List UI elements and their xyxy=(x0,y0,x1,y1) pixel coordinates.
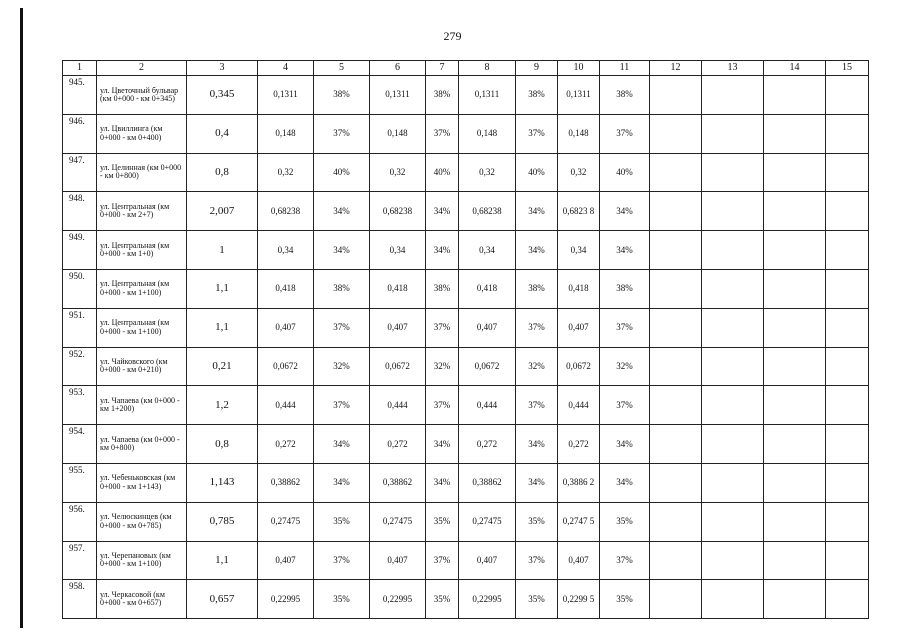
empty-cell xyxy=(650,463,702,502)
cell-c11: 35% xyxy=(600,580,650,619)
empty-cell xyxy=(702,114,764,153)
cell-c4: 0,38862 xyxy=(258,463,314,502)
column-header: 3 xyxy=(187,61,258,76)
row-number: 952. xyxy=(63,347,97,386)
empty-cell xyxy=(650,76,702,115)
cell-c10: 0,418 xyxy=(558,269,600,308)
cell-c8: 0,1311 xyxy=(459,76,516,115)
table-row xyxy=(63,76,869,115)
column-header: 12 xyxy=(650,61,702,76)
empty-cell xyxy=(702,231,764,270)
cell-c9: 38% xyxy=(516,269,558,308)
cell-c6: 0,148 xyxy=(370,114,426,153)
empty-cell xyxy=(650,541,702,580)
cell-c11: 34% xyxy=(600,231,650,270)
table-row xyxy=(63,153,869,192)
cell-c11: 34% xyxy=(600,463,650,502)
empty-cell xyxy=(764,347,826,386)
column-header: 7 xyxy=(426,61,459,76)
cell-c7: 35% xyxy=(426,502,459,541)
cell-c10: 0,444 xyxy=(558,386,600,425)
header-row xyxy=(63,61,869,76)
empty-cell xyxy=(702,425,764,464)
street-name: ул. Цвиллинга (км 0+000 - км 0+400) xyxy=(97,114,187,153)
empty-cell xyxy=(702,192,764,231)
cell-c9: 37% xyxy=(516,114,558,153)
cell-c7: 34% xyxy=(426,231,459,270)
cell-c9: 35% xyxy=(516,580,558,619)
cell-c3: 0,8 xyxy=(187,425,258,464)
cell-c6: 0,32 xyxy=(370,153,426,192)
cell-c10: 0,407 xyxy=(558,308,600,347)
cell-c6: 0,34 xyxy=(370,231,426,270)
cell-c3: 0,4 xyxy=(187,114,258,153)
empty-cell xyxy=(826,347,869,386)
empty-cell xyxy=(650,425,702,464)
cell-c5: 37% xyxy=(314,114,370,153)
cell-c7: 37% xyxy=(426,308,459,347)
cell-c10: 0,34 xyxy=(558,231,600,270)
empty-cell xyxy=(702,502,764,541)
cell-c7: 38% xyxy=(426,269,459,308)
empty-cell xyxy=(826,463,869,502)
margin-line xyxy=(20,8,23,628)
cell-c4: 0,272 xyxy=(258,425,314,464)
empty-cell xyxy=(826,153,869,192)
cell-c8: 0,407 xyxy=(459,541,516,580)
cell-c6: 0,27475 xyxy=(370,502,426,541)
table-row xyxy=(63,347,869,386)
page-number: 279 xyxy=(443,29,462,43)
cell-c8: 0,0672 xyxy=(459,347,516,386)
empty-cell xyxy=(650,386,702,425)
row-number: 946. xyxy=(63,114,97,153)
cell-c4: 0,34 xyxy=(258,231,314,270)
cell-c9: 38% xyxy=(516,76,558,115)
cell-c10: 0,2747 5 xyxy=(558,502,600,541)
cell-c10: 0,2299 5 xyxy=(558,580,600,619)
empty-cell xyxy=(702,76,764,115)
empty-cell xyxy=(650,114,702,153)
row-number: 950. xyxy=(63,269,97,308)
table-row xyxy=(63,580,869,619)
empty-cell xyxy=(702,386,764,425)
empty-cell xyxy=(764,192,826,231)
cell-c8: 0,272 xyxy=(459,425,516,464)
cell-c9: 37% xyxy=(516,386,558,425)
empty-cell xyxy=(826,580,869,619)
empty-cell xyxy=(650,192,702,231)
cell-c7: 34% xyxy=(426,192,459,231)
cell-c10: 0,32 xyxy=(558,153,600,192)
row-number: 947. xyxy=(63,153,97,192)
cell-c10: 0,407 xyxy=(558,541,600,580)
empty-cell xyxy=(650,308,702,347)
table-row xyxy=(63,269,869,308)
cell-c7: 34% xyxy=(426,425,459,464)
street-name: ул. Черепановых (км 0+000 - км 1+100) xyxy=(97,541,187,580)
street-name: ул. Чапаева (км 0+000 - км 0+800) xyxy=(97,425,187,464)
empty-cell xyxy=(650,580,702,619)
empty-cell xyxy=(650,502,702,541)
street-name: ул. Центральная (км 0+000 - км 1+100) xyxy=(97,269,187,308)
cell-c8: 0,27475 xyxy=(459,502,516,541)
table-row xyxy=(63,231,869,270)
cell-c5: 37% xyxy=(314,308,370,347)
cell-c5: 37% xyxy=(314,386,370,425)
street-name: ул. Чайковского (км 0+000 - км 0+210) xyxy=(97,347,187,386)
row-number: 945. xyxy=(63,76,97,115)
empty-cell xyxy=(764,463,826,502)
cell-c7: 38% xyxy=(426,76,459,115)
cell-c7: 40% xyxy=(426,153,459,192)
cell-c9: 34% xyxy=(516,425,558,464)
cell-c6: 0,38862 xyxy=(370,463,426,502)
cell-c4: 0,407 xyxy=(258,541,314,580)
cell-c4: 0,407 xyxy=(258,308,314,347)
table-row xyxy=(63,192,869,231)
empty-cell xyxy=(764,114,826,153)
cell-c6: 0,272 xyxy=(370,425,426,464)
cell-c8: 0,32 xyxy=(459,153,516,192)
cell-c10: 0,0672 xyxy=(558,347,600,386)
row-number: 957. xyxy=(63,541,97,580)
empty-cell xyxy=(764,502,826,541)
cell-c6: 0,407 xyxy=(370,541,426,580)
cell-c11: 38% xyxy=(600,76,650,115)
cell-c11: 37% xyxy=(600,541,650,580)
cell-c6: 0,0672 xyxy=(370,347,426,386)
column-header: 2 xyxy=(97,61,187,76)
empty-cell xyxy=(764,580,826,619)
cell-c10: 0,148 xyxy=(558,114,600,153)
cell-c3: 0,785 xyxy=(187,502,258,541)
cell-c6: 0,1311 xyxy=(370,76,426,115)
cell-c5: 37% xyxy=(314,541,370,580)
empty-cell xyxy=(702,153,764,192)
table-row xyxy=(63,502,869,541)
cell-c10: 0,3886 2 xyxy=(558,463,600,502)
cell-c4: 0,27475 xyxy=(258,502,314,541)
cell-c7: 35% xyxy=(426,580,459,619)
empty-cell xyxy=(650,347,702,386)
cell-c3: 0,657 xyxy=(187,580,258,619)
empty-cell xyxy=(764,76,826,115)
empty-cell xyxy=(826,502,869,541)
cell-c7: 37% xyxy=(426,541,459,580)
empty-cell xyxy=(702,347,764,386)
cell-c5: 34% xyxy=(314,192,370,231)
row-number: 954. xyxy=(63,425,97,464)
cell-c5: 34% xyxy=(314,231,370,270)
cell-c4: 0,444 xyxy=(258,386,314,425)
empty-cell xyxy=(826,114,869,153)
column-header: 10 xyxy=(558,61,600,76)
table-row xyxy=(63,541,869,580)
cell-c4: 0,68238 xyxy=(258,192,314,231)
cell-c5: 38% xyxy=(314,269,370,308)
empty-cell xyxy=(764,386,826,425)
cell-c10: 0,272 xyxy=(558,425,600,464)
column-header: 4 xyxy=(258,61,314,76)
empty-cell xyxy=(702,580,764,619)
cell-c6: 0,407 xyxy=(370,308,426,347)
street-name: ул. Целинная (км 0+000 - км 0+800) xyxy=(97,153,187,192)
cell-c3: 1,1 xyxy=(187,269,258,308)
street-name: ул. Центральная (км 0+000 - км 2+7) xyxy=(97,192,187,231)
cell-c4: 0,32 xyxy=(258,153,314,192)
street-name: ул. Цветочный бульвар (км 0+000 - км 0+345) xyxy=(97,76,187,115)
table-row xyxy=(63,425,869,464)
empty-cell xyxy=(764,231,826,270)
cell-c5: 34% xyxy=(314,425,370,464)
cell-c6: 0,444 xyxy=(370,386,426,425)
cell-c11: 35% xyxy=(600,502,650,541)
street-name: ул. Челюскинцев (км 0+000 - км 0+785) xyxy=(97,502,187,541)
column-header: 8 xyxy=(459,61,516,76)
cell-c7: 37% xyxy=(426,386,459,425)
cell-c8: 0,444 xyxy=(459,386,516,425)
cell-c3: 1,1 xyxy=(187,308,258,347)
cell-c10: 0,1311 xyxy=(558,76,600,115)
cell-c5: 40% xyxy=(314,153,370,192)
cell-c11: 37% xyxy=(600,308,650,347)
empty-cell xyxy=(764,308,826,347)
cell-c9: 32% xyxy=(516,347,558,386)
cell-c11: 32% xyxy=(600,347,650,386)
row-number: 949. xyxy=(63,231,97,270)
cell-c11: 40% xyxy=(600,153,650,192)
empty-cell xyxy=(702,269,764,308)
cell-c7: 34% xyxy=(426,463,459,502)
column-header: 9 xyxy=(516,61,558,76)
cell-c8: 0,38862 xyxy=(459,463,516,502)
cell-c11: 34% xyxy=(600,192,650,231)
empty-cell xyxy=(702,541,764,580)
empty-cell xyxy=(826,269,869,308)
empty-cell xyxy=(826,541,869,580)
column-header: 6 xyxy=(370,61,426,76)
cell-c9: 35% xyxy=(516,502,558,541)
data-table xyxy=(62,60,869,619)
street-name: ул. Центральная (км 0+000 - км 1+0) xyxy=(97,231,187,270)
column-header: 14 xyxy=(764,61,826,76)
cell-c3: 1 xyxy=(187,231,258,270)
cell-c9: 37% xyxy=(516,541,558,580)
empty-cell xyxy=(702,463,764,502)
row-number: 958. xyxy=(63,580,97,619)
empty-cell xyxy=(826,425,869,464)
street-name: ул. Центральная (км 0+000 - км 1+100) xyxy=(97,308,187,347)
empty-cell xyxy=(702,308,764,347)
street-name: ул. Черкасовой (км 0+000 - км 0+657) xyxy=(97,580,187,619)
table-row xyxy=(63,308,869,347)
cell-c10: 0,6823 8 xyxy=(558,192,600,231)
cell-c8: 0,34 xyxy=(459,231,516,270)
cell-c3: 1,1 xyxy=(187,541,258,580)
street-name: ул. Чапаева (км 0+000 - км 1+200) xyxy=(97,386,187,425)
cell-c11: 38% xyxy=(600,269,650,308)
cell-c3: 1,2 xyxy=(187,386,258,425)
cell-c4: 0,22995 xyxy=(258,580,314,619)
cell-c3: 1,143 xyxy=(187,463,258,502)
table-row xyxy=(63,386,869,425)
cell-c9: 40% xyxy=(516,153,558,192)
cell-c6: 0,22995 xyxy=(370,580,426,619)
cell-c6: 0,68238 xyxy=(370,192,426,231)
cell-c5: 35% xyxy=(314,580,370,619)
cell-c7: 32% xyxy=(426,347,459,386)
cell-c8: 0,68238 xyxy=(459,192,516,231)
cell-c8: 0,22995 xyxy=(459,580,516,619)
cell-c8: 0,418 xyxy=(459,269,516,308)
row-number: 948. xyxy=(63,192,97,231)
empty-cell xyxy=(826,76,869,115)
column-header: 1 xyxy=(63,61,97,76)
empty-cell xyxy=(826,308,869,347)
column-header: 5 xyxy=(314,61,370,76)
empty-cell xyxy=(826,192,869,231)
cell-c11: 34% xyxy=(600,425,650,464)
column-header: 15 xyxy=(826,61,869,76)
cell-c3: 0,8 xyxy=(187,153,258,192)
cell-c3: 2,007 xyxy=(187,192,258,231)
cell-c11: 37% xyxy=(600,386,650,425)
street-name: ул. Чебеньковская (км 0+000 - км 1+143) xyxy=(97,463,187,502)
cell-c11: 37% xyxy=(600,114,650,153)
cell-c9: 37% xyxy=(516,308,558,347)
cell-c8: 0,407 xyxy=(459,308,516,347)
empty-cell xyxy=(764,541,826,580)
empty-cell xyxy=(650,269,702,308)
cell-c3: 0,345 xyxy=(187,76,258,115)
cell-c4: 0,1311 xyxy=(258,76,314,115)
table-row xyxy=(63,114,869,153)
cell-c9: 34% xyxy=(516,231,558,270)
row-number: 956. xyxy=(63,502,97,541)
empty-cell xyxy=(650,153,702,192)
empty-cell xyxy=(650,231,702,270)
empty-cell xyxy=(826,386,869,425)
cell-c9: 34% xyxy=(516,192,558,231)
cell-c3: 0,21 xyxy=(187,347,258,386)
cell-c4: 0,0672 xyxy=(258,347,314,386)
cell-c8: 0,148 xyxy=(459,114,516,153)
row-number: 951. xyxy=(63,308,97,347)
cell-c9: 34% xyxy=(516,463,558,502)
empty-cell xyxy=(764,425,826,464)
cell-c5: 35% xyxy=(314,502,370,541)
cell-c5: 34% xyxy=(314,463,370,502)
cell-c7: 37% xyxy=(426,114,459,153)
empty-cell xyxy=(826,231,869,270)
cell-c4: 0,148 xyxy=(258,114,314,153)
table-row xyxy=(63,463,869,502)
cell-c4: 0,418 xyxy=(258,269,314,308)
column-header: 13 xyxy=(702,61,764,76)
cell-c6: 0,418 xyxy=(370,269,426,308)
empty-cell xyxy=(764,269,826,308)
row-number: 955. xyxy=(63,463,97,502)
cell-c5: 38% xyxy=(314,76,370,115)
column-header: 11 xyxy=(600,61,650,76)
empty-cell xyxy=(764,153,826,192)
row-number: 953. xyxy=(63,386,97,425)
cell-c5: 32% xyxy=(314,347,370,386)
